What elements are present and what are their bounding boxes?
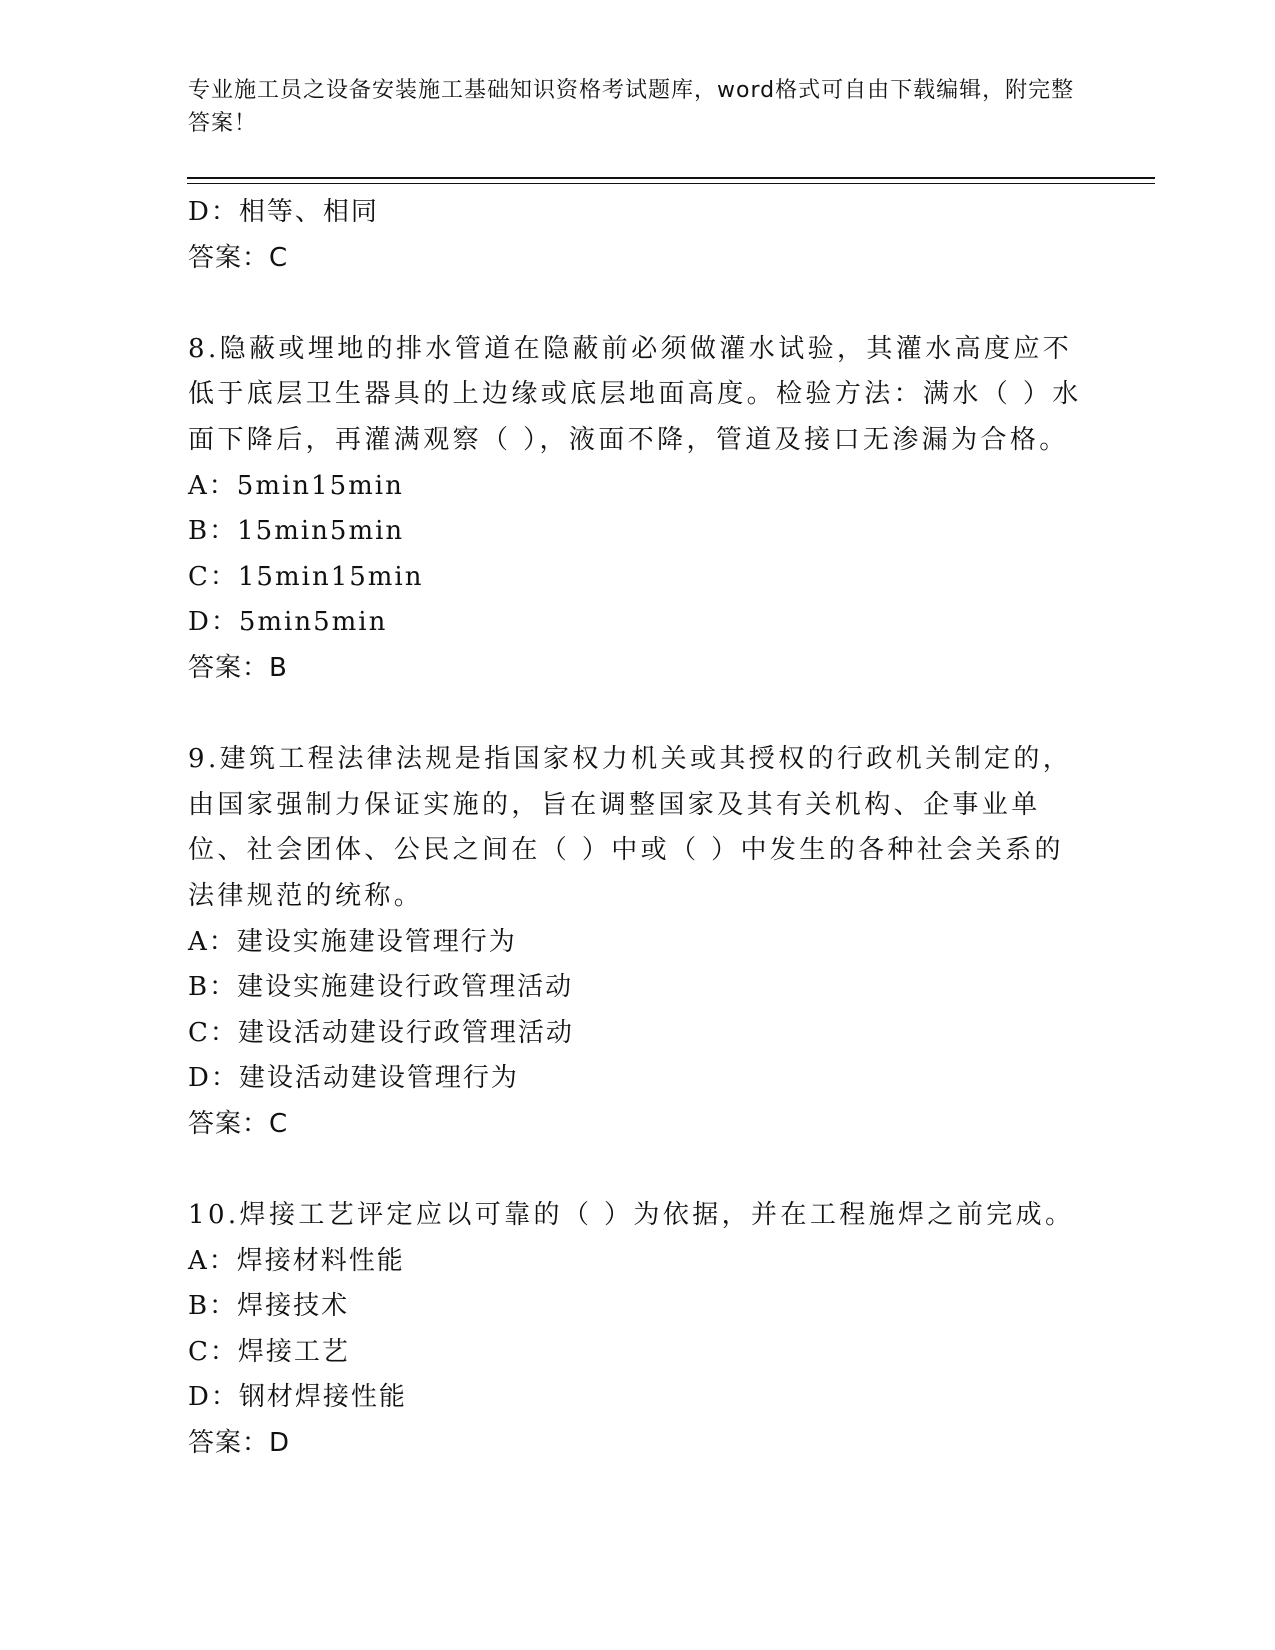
question-stem: 10.焊接工艺评定应以可靠的（ ）为依据，并在工程施焊之前完成。	[188, 1200, 1075, 1231]
spacer	[188, 1147, 1088, 1193]
option-d: D：建设活动建设管理行为	[188, 1063, 519, 1094]
option-c: C：焊接工艺	[188, 1336, 350, 1367]
header-divider-thick	[187, 177, 1155, 179]
question-answer: 答案：C	[188, 1108, 289, 1139]
question-10	[188, 1193, 1088, 1467]
option-a: A：建设实施建设管理行为	[188, 926, 517, 957]
option-d: D：5min5min	[188, 607, 388, 638]
spacer	[188, 281, 1088, 327]
option-d: D：钢材焊接性能	[188, 1382, 407, 1413]
header-divider-thin	[187, 183, 1155, 184]
option-a: A：焊接材料性能	[188, 1245, 405, 1276]
question-stem: 8.隐蔽或埋地的排水管道在隐蔽前必须做灌水试验，其灌水高度应不低于底层卫生器具的上边缘或底层地面高度。检验方法：满水（ ）水面下降后，再灌满观察（ ），液面不降，管道及接口无渗漏为合格。	[188, 333, 1082, 455]
option-a: A：5min15min	[188, 470, 404, 501]
question-answer: 答案：B	[188, 652, 288, 683]
option-b: B：15min5min	[188, 516, 405, 547]
document-header: 专业施工员之设备安装施工基础知识资格考试题库，word格式可自由下载编辑，附完整答案！	[188, 78, 1075, 136]
question-stem: 9.建筑工程法律法规是指国家权力机关或其授权的行政机关制定的，由国家强制力保证实施的，旨在调整国家及其有关机构、企事业单位、社会团体、公民之间在（ ）中或（ ）中发生的各种社会关系的法律规范的统称。	[188, 744, 1073, 911]
spacer	[188, 692, 1088, 738]
question-answer: 答案：D	[188, 1428, 291, 1459]
question-9	[188, 737, 1088, 1147]
prev-question-option-d: D：相等、相同	[188, 197, 379, 227]
question-list	[188, 190, 1088, 1467]
option-c: C：建设活动建设行政管理活动	[188, 1017, 574, 1048]
option-b: B：建设实施建设行政管理活动	[188, 972, 574, 1003]
question-8	[188, 327, 1088, 692]
prev-question-answer: 答案：C	[188, 242, 289, 273]
option-c: C：15min15min	[188, 561, 424, 592]
option-b: B：焊接技术	[188, 1291, 350, 1322]
